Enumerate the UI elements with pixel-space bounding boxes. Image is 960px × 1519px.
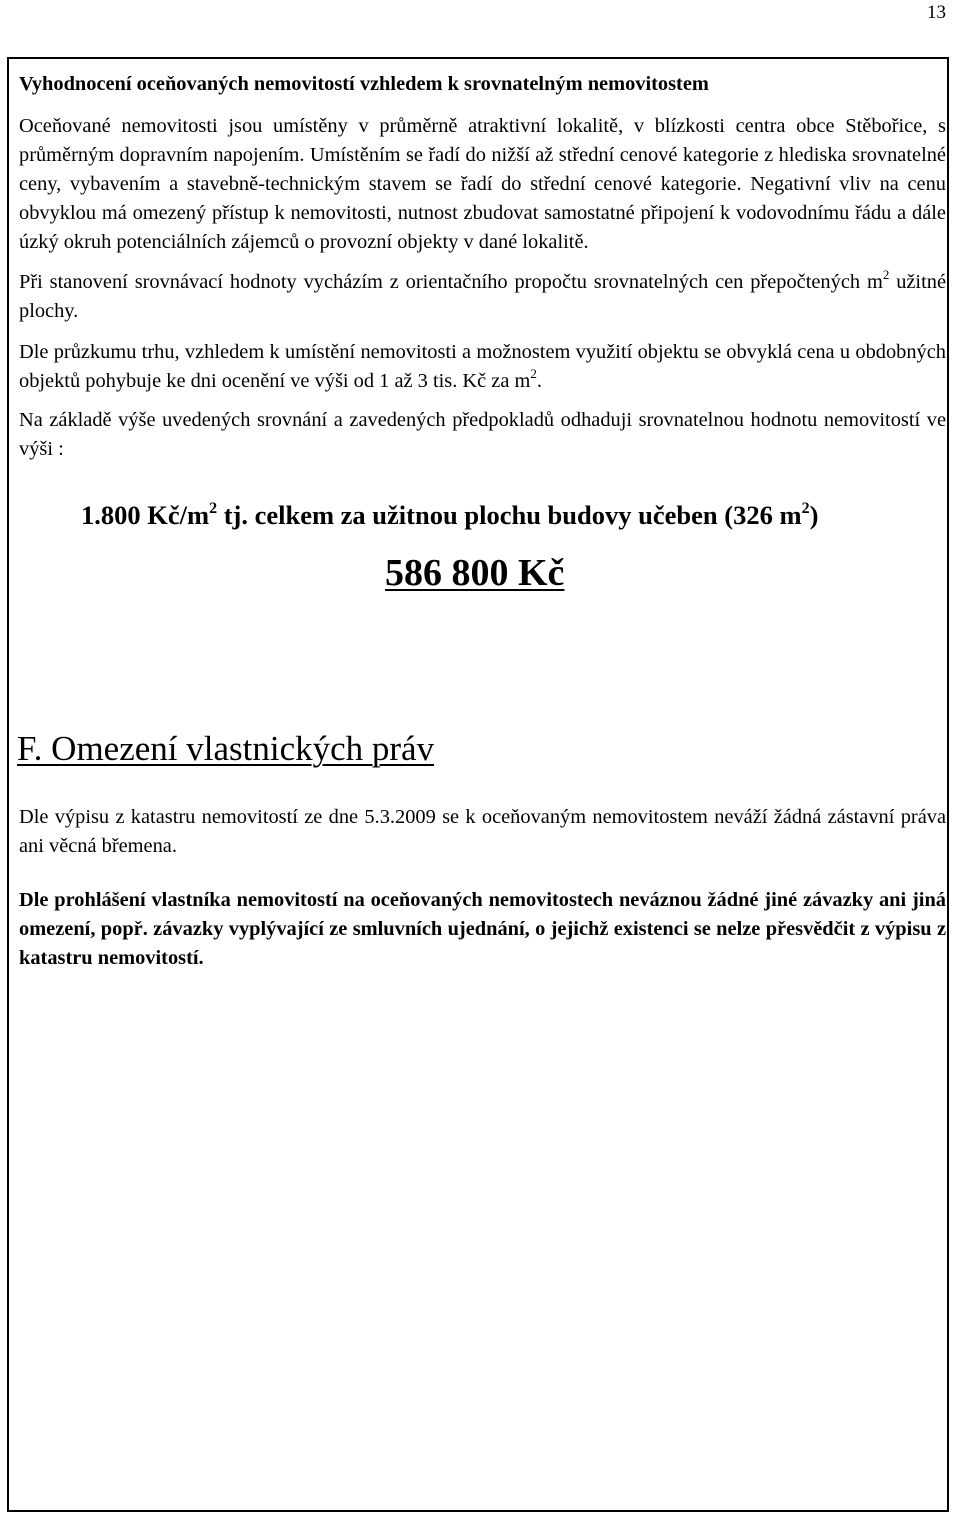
evaluation-paragraph-market (19, 338, 946, 396)
superscript-squared: 2 (801, 500, 810, 518)
superscript-squared: 2 (530, 366, 537, 382)
method-text-end: užitné plochy. (19, 271, 947, 322)
section-f-heading: F. Omezení vlastnických práv (17, 729, 435, 768)
unit-price: 1.800 Kč/m (81, 500, 210, 530)
method-text: Při stanovení srovnávací hodnoty vycházím z orientačního propočtu srovnatelných cen přepočtených m (19, 271, 883, 293)
total-value: 586 800 Kč (385, 552, 565, 594)
section-f-paragraph-owner-statement: Dle prohlášení vlastníka nemovitostí na oceňovaných nemovitostech neváznou žádné jiné závazky ani jiná omezení, popř. závazky vyplývající ze smluvních ujednání, o jejichž existenci se nelze přesvědčit z výpisu z katastru nemovitostí. (19, 889, 946, 969)
market-text: Dle průzkumu trhu, vzhledem k umístění nemovitosti a možnostem využití objektu se obvyklá cena u obdobných objektů pohybuje ke dni ocenění ve výši od 1 až 3 tis. Kč za m (19, 341, 946, 392)
evaluation-paragraph-location: Oceňované nemovitosti jsou umístěny v průměrně atraktivní lokalitě, v blízkosti centra obce Stěbořice, s průměrným dopravním napojením. Umístěním se řadí do nižší až střední cenové kategorie z hlediska srovnatelné ceny, vybavením a stavebně-technickým stavem se řadí do střední cenové kategorie. Negativní vliv na cenu obvyklou má omezený přístup k nemovitosti, nutnost zbudovat samostatné připojení k vodovodnímu řádu a dále úzký okruh potenciálních zájemců o provozní objekty v dané lokalitě. (19, 115, 946, 253)
document-body (19, 70, 946, 973)
closing-paren: ) (809, 500, 819, 530)
evaluation-paragraph-method (19, 268, 946, 326)
usable-area-text: tj. celkem za užitnou plochu budovy učeben (326 m (217, 500, 802, 530)
section-f-paragraph-cadastre: Dle výpisu z katastru nemovitostí ze dne 5.3.2009 se k oceňovaným nemovitostem neváží žádná zástavní práva ani věcná břemena. (19, 806, 946, 857)
unit-price-result (81, 498, 946, 532)
evaluation-heading: Vyhodnocení oceňovaných nemovitostí vzhledem k srovnatelným nemovitostem (19, 73, 709, 95)
page-number: 13 (927, 2, 946, 23)
market-text-end: . (536, 370, 542, 392)
evaluation-paragraph-estimate: Na základě výše uvedených srovnání a zavedených předpokladů odhaduji srovnatelnou hodnotu nemovitostí ve výši : (19, 409, 946, 460)
superscript-squared: 2 (882, 267, 890, 283)
superscript-squared: 2 (209, 500, 218, 518)
